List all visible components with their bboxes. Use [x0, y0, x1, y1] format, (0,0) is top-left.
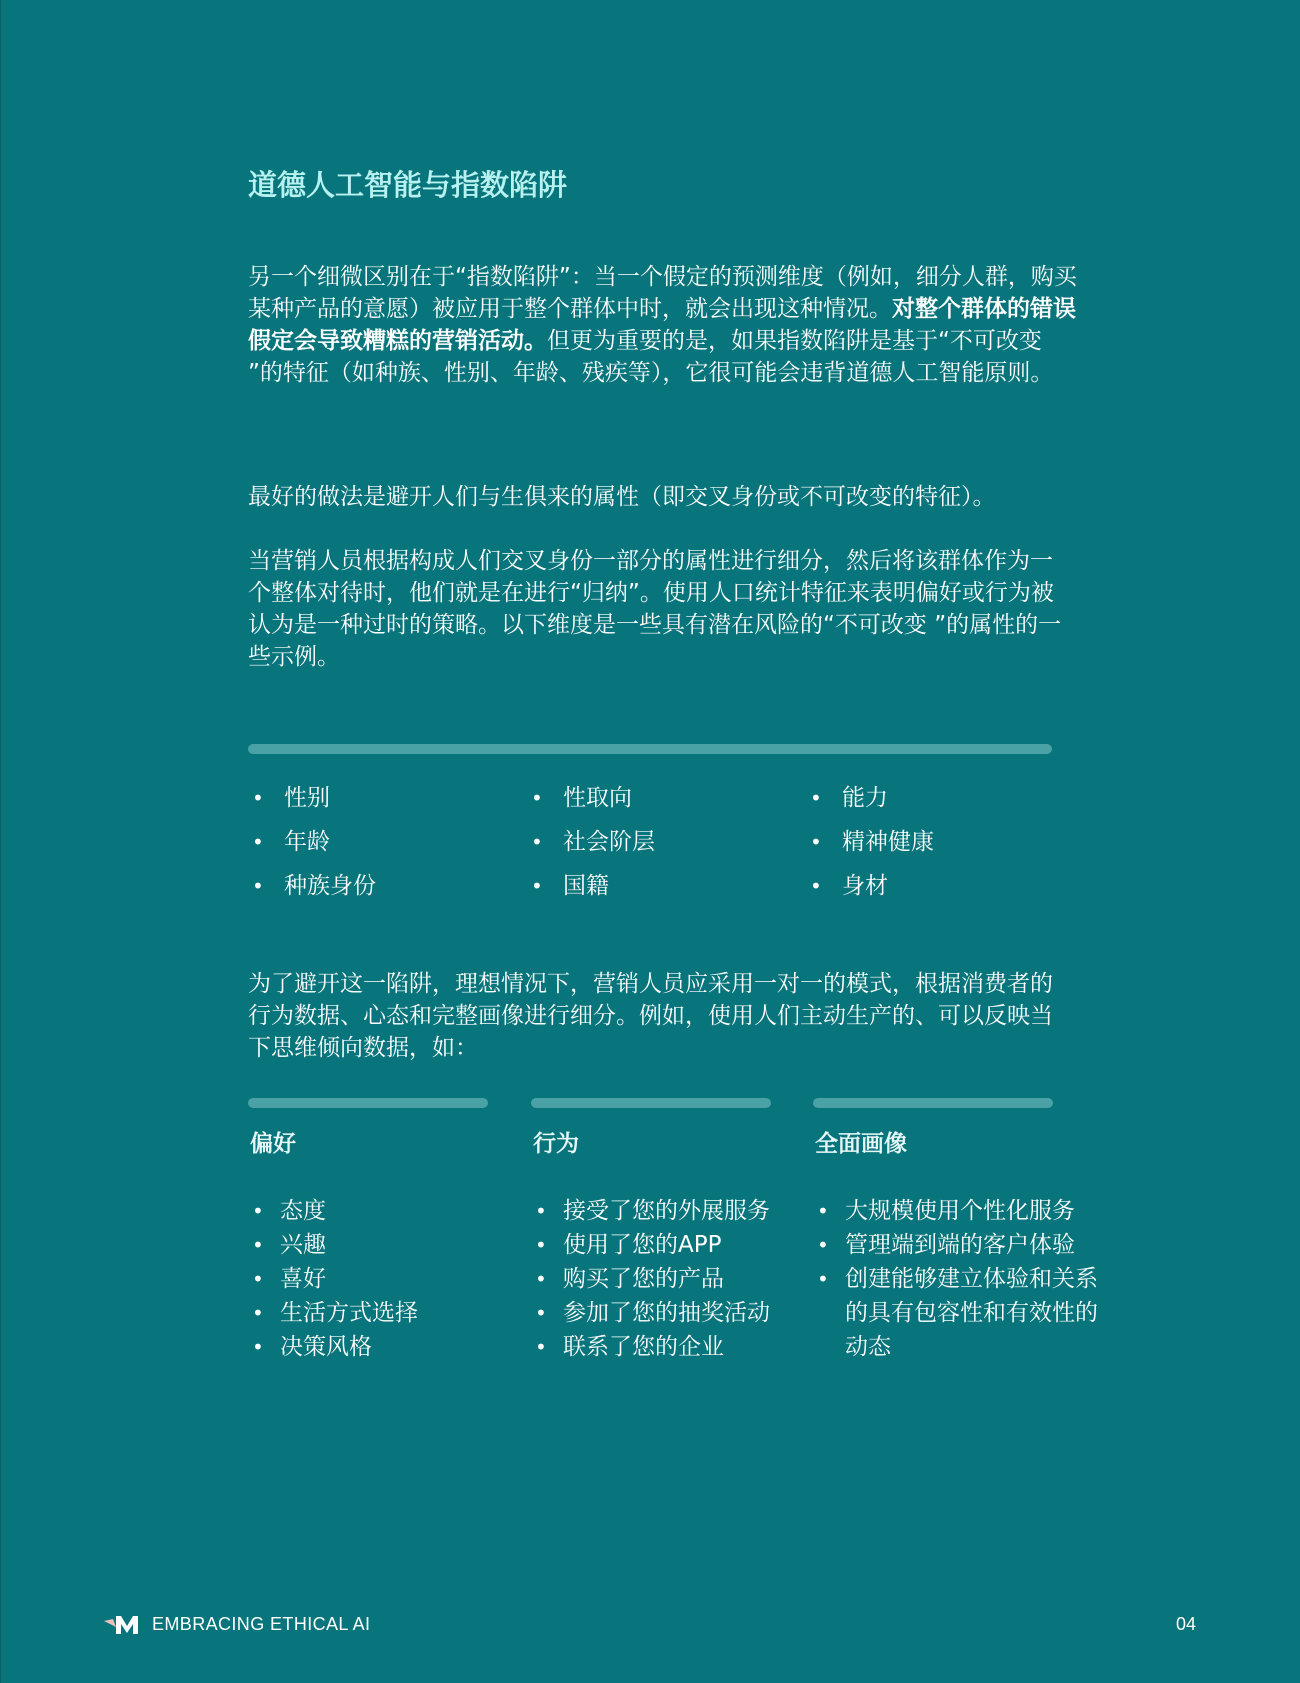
column-divider-bar [813, 1098, 1053, 1108]
intro-paragraph [248, 261, 1078, 389]
list-item [248, 1262, 538, 1296]
list-item [248, 864, 527, 908]
item-label: 联系了您的企业 [563, 1334, 724, 1360]
list-item [813, 1228, 1103, 1262]
item-label: 生活方式选择 [280, 1300, 418, 1326]
attribute-label: 性取向 [563, 785, 632, 811]
bullet-icon: • [252, 1267, 264, 1291]
list-item [248, 776, 527, 820]
bullet-icon: • [252, 1199, 264, 1223]
item-label: 购买了您的产品 [563, 1266, 724, 1292]
page-number: 04 [1175, 1614, 1196, 1634]
column-divider-bar [248, 1098, 488, 1108]
list-item [806, 820, 1085, 864]
bullet-icon: • [817, 1267, 829, 1291]
list-item [527, 864, 806, 908]
bullet-icon: • [817, 1233, 829, 1257]
bullet-icon: • [535, 1233, 547, 1257]
bullet-icon: • [531, 830, 543, 854]
item-label: 使用了您的APP [563, 1232, 722, 1258]
bullet-icon: • [252, 1233, 264, 1257]
page-edge [0, 0, 1, 1683]
attribute-label: 身材 [842, 873, 888, 899]
column-list [813, 1194, 1103, 1364]
item-label: 参加了您的抽奖活动 [563, 1300, 770, 1326]
item-label: 大规模使用个性化服务 [845, 1198, 1075, 1224]
item-label: 决策风格 [280, 1334, 372, 1360]
bullet-icon: • [810, 830, 822, 854]
attribute-label: 能力 [842, 785, 888, 811]
bullet-icon: • [535, 1335, 547, 1359]
behavior-column [531, 1098, 821, 1364]
page-title: 道德人工智能与指数陷阱 [248, 168, 568, 202]
item-label: 创建能够建立体验和关系的具有包容性和有效性的动态 [845, 1266, 1098, 1360]
list-item [813, 1262, 1115, 1364]
list-item [527, 820, 806, 864]
attribute-label: 种族身份 [284, 873, 376, 899]
list-item [531, 1194, 821, 1228]
generalization-paragraph: 当营销人员根据构成人们交叉身份一部分的属性进行细分，然后将该群体作为一个整体对待时，他们就是在进行“归纳”。使用人口统计特征来表明偏好或行为被认为是一种过时的策略。以下维度是一些具有潜在风险的“不可改变 ”的属性的一些示例。 [248, 548, 1062, 670]
list-item [248, 1296, 538, 1330]
column-heading: 偏好 [250, 1131, 296, 1157]
list-item [531, 1228, 821, 1262]
intro-text-end: 但更为重要的是，如果指数陷阱是基于“不可改变 ”的特征（如种族、性别、年龄、残疾等），它很可能会违背道德人工智能原则。 [248, 328, 1054, 386]
attribute-label: 精神健康 [842, 829, 934, 855]
bullet-icon: • [810, 874, 822, 898]
preferences-column [248, 1098, 538, 1364]
bullet-icon: • [252, 1335, 264, 1359]
bullet-icon: • [252, 830, 264, 854]
column-heading: 行为 [533, 1131, 579, 1157]
bullet-icon: • [252, 1301, 264, 1325]
item-label: 管理端到端的客户体验 [845, 1232, 1075, 1258]
bullet-icon: • [535, 1199, 547, 1223]
list-item [527, 776, 806, 820]
item-label: 喜好 [280, 1266, 326, 1292]
attribute-label: 年龄 [284, 829, 330, 855]
divider-bar [248, 744, 1052, 754]
list-item [531, 1296, 821, 1330]
item-label: 兴趣 [280, 1232, 326, 1258]
list-item [248, 1330, 538, 1364]
footer [104, 1612, 370, 1636]
list-item [248, 820, 527, 864]
item-label: 接受了您的外展服务 [563, 1198, 770, 1224]
list-item [531, 1330, 821, 1364]
footer-label: EMBRACING ETHICAL AI [152, 1613, 371, 1634]
attribute-label: 社会阶层 [563, 829, 655, 855]
full-profile-column [813, 1098, 1103, 1364]
intro-text-bold: 对整个群体的错误假定会导致糟糕的营销活动。 [248, 296, 1076, 354]
bullet-icon: • [810, 786, 822, 810]
list-item [806, 864, 1085, 908]
list-item [813, 1194, 1103, 1228]
bullet-icon: • [252, 874, 264, 898]
one-to-one-paragraph: 为了避开这一陷阱，理想情况下，营销人员应采用一对一的模式，根据消费者的行为数据、心态和完整画像进行细分。例如，使用人们主动生产的、可以反映当下思维倾向数据，如： [248, 971, 1053, 1061]
bullet-icon: • [252, 786, 264, 810]
column-list [531, 1194, 821, 1364]
bullet-icon: • [535, 1267, 547, 1291]
attribute-label: 性别 [284, 785, 330, 811]
column-heading: 全面画像 [815, 1131, 907, 1157]
bullet-icon: • [531, 874, 543, 898]
best-practice-paragraph: 最好的做法是避开人们与生俱来的属性（即交叉身份或不可改变的特征）。 [248, 484, 996, 510]
bullet-icon: • [817, 1199, 829, 1223]
brand-logo-icon [104, 1612, 142, 1636]
column-list [248, 1194, 538, 1364]
attribute-label: 国籍 [563, 873, 609, 899]
list-item [248, 1194, 538, 1228]
column-divider-bar [531, 1098, 771, 1108]
list-item [806, 776, 1085, 820]
intro-text-start: 另一个细微区别在于“指数陷阱”：当一个假定的预测维度（例如，细分人群，购买某种产品的意愿）被应用于整个群体中时，就会出现这种情况。 [248, 264, 1077, 322]
list-item [248, 1228, 538, 1262]
item-label: 态度 [280, 1198, 326, 1224]
list-item [531, 1262, 821, 1296]
bullet-icon: • [531, 786, 543, 810]
immutable-attributes-list [248, 776, 1088, 908]
bullet-icon: • [535, 1301, 547, 1325]
